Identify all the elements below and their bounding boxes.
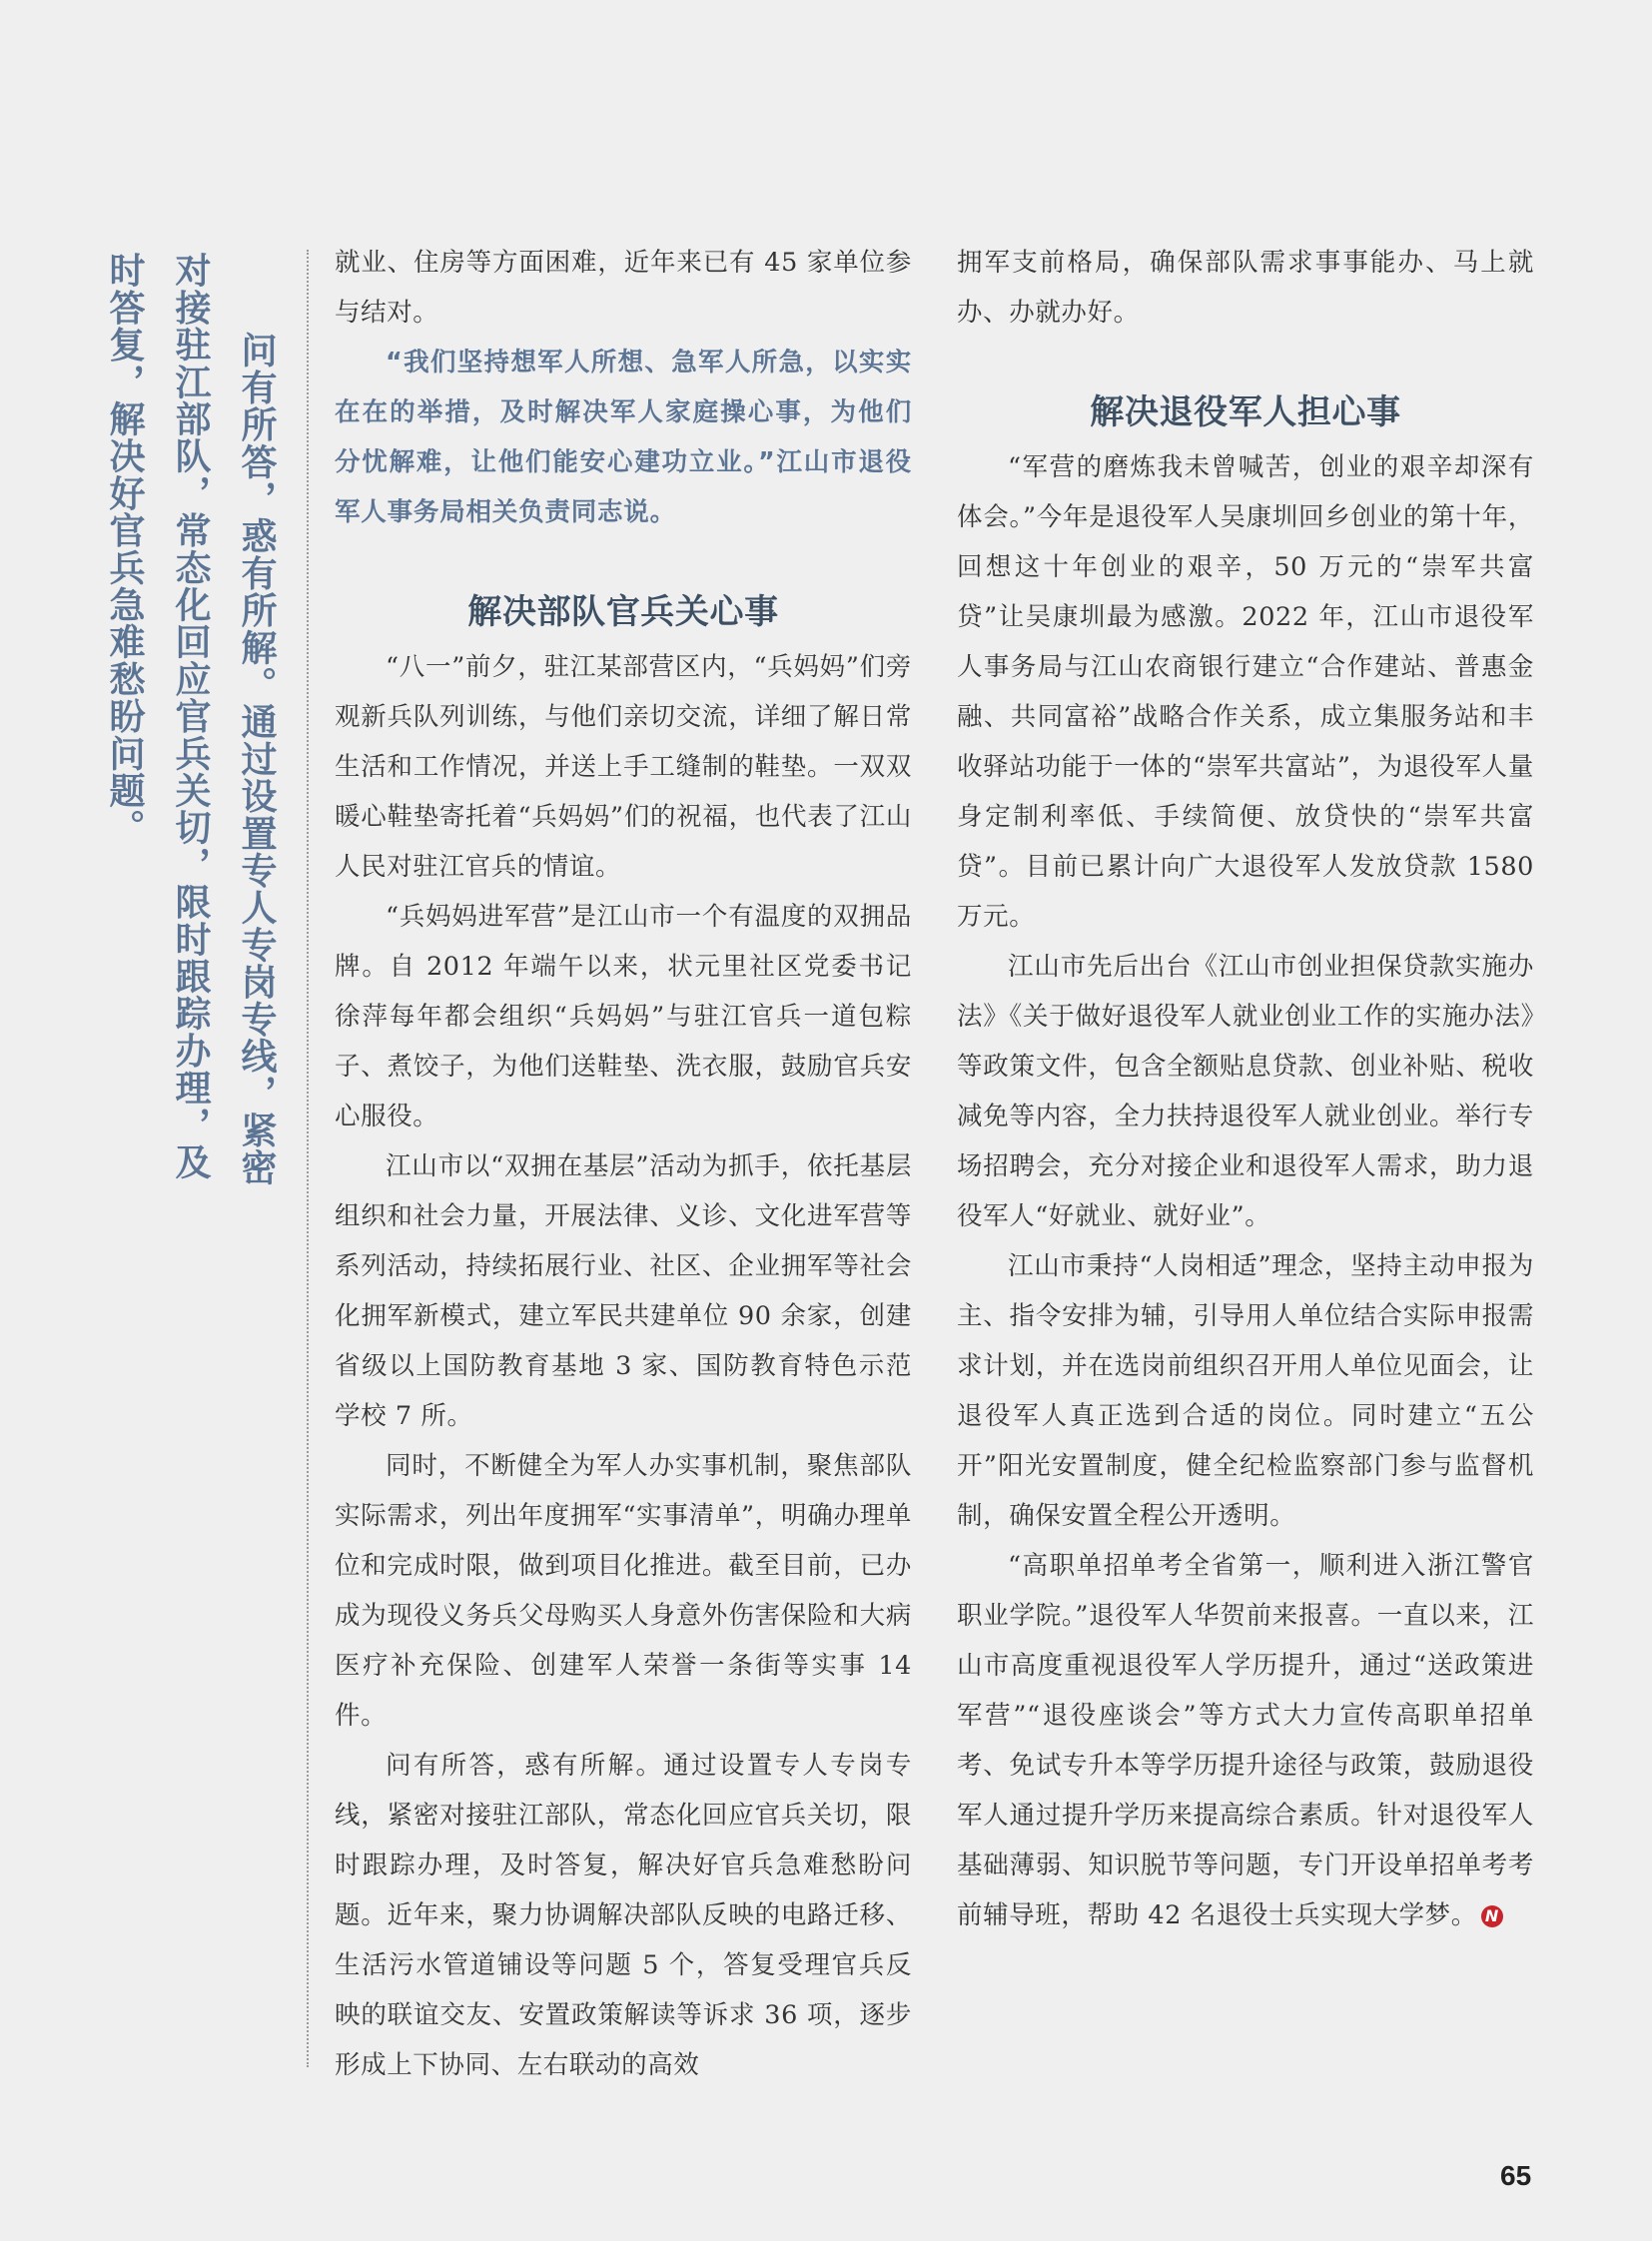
paragraph: “八一”前夕，驻江某部营区内，“兵妈妈”们旁观新兵队列训练，与他们亲切交流，详细了解日常生活和工作情况，并送上手工缝制的鞋垫。一双双暖心鞋垫寄托着“兵妈妈”们的祝福，也代表了江山人民对驻江官兵的情谊。 — [335, 652, 912, 882]
paragraph: 问有所答，惑有所解。通过设置专人专岗专线，紧密对接驻江部队，常态化回应官兵关切，限时跟踪办理，及时答复，解决好官兵急难愁盼问题。近年来，聚力协调解决部队反映的电路迁移、生活污水管道铺设等问题 5 个，答复受理官兵反映的联谊交友、安置政策解读等诉求 36 项，逐步形成上下协同、左右联动的高效 — [335, 1751, 912, 2080]
paragraph: 江山市以“双拥在基层”活动为抓手，依托基层组织和社会力量，开展法律、义诊、文化进军营等系列活动，持续拓展行业、社区、企业拥军等社会化拥军新模式，建立军民共建单位 90 余家，创建省级以上国防教育基地 3 家、国防教育特色示范学校 7 所。 — [335, 1151, 912, 1431]
page-number: 65 — [1500, 2160, 1532, 2191]
left-text-column — [335, 238, 912, 2090]
right-text-column — [957, 238, 1534, 1940]
pull-quote-line: 时答复，解决好官兵急难愁盼问题。 — [104, 252, 146, 847]
section-heading: 解决部队官兵关心事 — [467, 592, 779, 632]
highlight-quote: “我们坚持想军人所想、急军人所急，以实实在在的举措，及时解决军人家庭操心事，为他们分忧解难，让他们能安心建功立业。”江山市退役军人事务局相关负责同志说。 — [335, 348, 912, 527]
pull-quote — [92, 252, 290, 1186]
paragraph — [957, 1541, 1534, 1940]
paragraph-continued: 拥军支前格局，确保部队需求事事能办、马上就办、办就办好。 — [957, 248, 1534, 328]
paragraph-text: “高职单招单考全省第一，顺利进入浙江警官职业学院。”退役军人华贺前来报喜。一直以来，江山市高度重视退役军人学历提升，通过“送政策进军营”“退役座谈会”等方式大力宣传高职单招单考、免试专升本等学历提升途径与政策，鼓励退役军人通过提升学历来提高综合素质。针对退役军人基础薄弱、知识脱节等问题，专门开设单招单考考前辅导班，帮助 42 名退役士兵实现大学梦。 — [957, 1551, 1534, 1930]
paragraph: 同时，不断健全为军人办实事机制，聚焦部队实际需求，列出年度拥军“实事清单”，明确办理单位和完成时限，做到项目化推进。截至目前，已办成为现役义务兵父母购买人身意外伤害保险和大病医疗补充保险、创建军人荣誉一条街等实事 14 件。 — [335, 1451, 912, 1731]
end-mark-icon: N — [1481, 1905, 1503, 1927]
pull-quote-line: 问有所答，惑有所解。通过设置专人专岗专线，紧密 — [236, 332, 278, 1186]
dotted-divider — [307, 250, 309, 2067]
paragraph: 江山市秉持“人岗相适”理念，坚持主动申报为主、指令安排为辅，引导用人单位结合实际申报需求计划，并在选岗前组织召开用人单位见面会，让退役军人真正选到合适的岗位。同时建立“五公开”阳光安置制度，健全纪检监察部门参与监督机制，确保安置全程公开透明。 — [957, 1251, 1534, 1531]
paragraph: 江山市先后出台《江山市创业担保贷款实施办法》《关于做好退役军人就业创业工作的实施办法》等政策文件，包含全额贴息贷款、创业补贴、税收减免等内容，全力扶持退役军人就业创业。举行专场招聘会，充分对接企业和退役军人需求，助力退役军人“好就业、就好业”。 — [957, 952, 1534, 1231]
pull-quote-line: 对接驻江部队，常态化回应官兵关切，限时跟踪办理，及 — [170, 252, 212, 1180]
paragraph: “军营的磨炼我未曾喊苦，创业的艰辛却深有体会。”今年是退役军人吴康圳回乡创业的第十年，回想这十年创业的艰辛，50 万元的“崇军共富贷”让吴康圳最为感激。2022 年，江山市退役军人事务局与江山农商银行建立“合作建站、普惠金融、共同富裕”战略合作关系，成立集服务站和丰收驿站功能于一体的“崇军共富站”，为退役军人量身定制利率低、手续简便、放贷快的“崇军共富贷”。目前已累计向广大退役军人发放贷款 1580 万元。 — [957, 452, 1534, 932]
paragraph: “兵妈妈进军营”是江山市一个有温度的双拥品牌。自 2012 年端午以来，状元里社区党委书记徐萍每年都会组织“兵妈妈”与驻江官兵一道包粽子、煮饺子，为他们送鞋垫、洗衣服，鼓励官兵安心服役。 — [335, 902, 912, 1131]
section-heading: 解决退役军人担心事 — [1090, 392, 1401, 432]
paragraph-continued: 就业、住房等方面困难，近年来已有 45 家单位参与结对。 — [335, 248, 912, 328]
